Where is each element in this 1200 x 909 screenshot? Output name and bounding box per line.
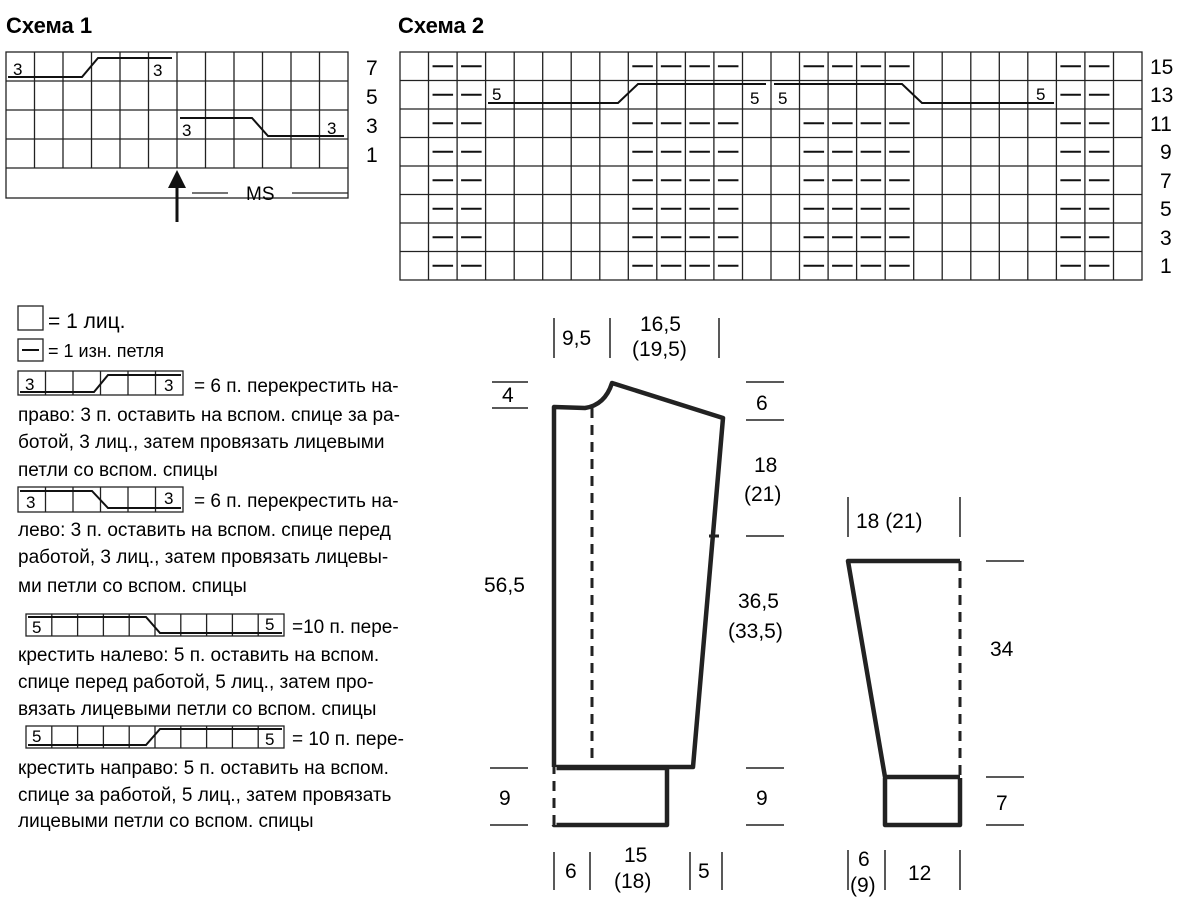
body-dim-top-right-1: 16,5	[640, 313, 681, 336]
legend-cross5-right-num-b: 5	[265, 730, 275, 749]
schema1-title: Схема 1	[6, 13, 93, 38]
schema2-row-3: 3	[1160, 227, 1172, 250]
body-dim-left-4: 4	[502, 384, 514, 407]
schema2-cable-left	[488, 84, 766, 103]
ms-label: MS	[246, 184, 275, 205]
legend-cross3-left-line-3: работой, 3 лиц., затем провязать лицевы-	[18, 547, 389, 568]
body-dim-bottom-15-2: (18)	[614, 870, 652, 893]
legend-knit-symbol	[18, 306, 43, 330]
body-dim-bottom-6: 6	[565, 860, 577, 883]
body-dim-right-18-1: 18	[754, 454, 778, 477]
legend-cross3-left-num-b: 3	[164, 489, 174, 508]
legend-cross5-right-line-3: спице за работой, 5 лиц., затем провязать	[18, 785, 392, 806]
body-dim-right-9: 9	[756, 787, 768, 810]
body-dim-bottom-15-1: 15	[624, 844, 648, 867]
schema2-row-15: 15	[1150, 56, 1174, 79]
legend-cross3-right-num-a: 3	[25, 375, 35, 394]
legend-cross3-left-symbol	[18, 487, 183, 512]
legend-purl-text: = 1 изн. петля	[48, 341, 165, 361]
schema1-cable-num-2: 3	[153, 61, 163, 80]
schema1-cable-num-4: 3	[327, 119, 337, 138]
schema1-row-5: 5	[366, 86, 378, 109]
legend-cross5-left-line-1: =10 п. пере-	[292, 617, 399, 638]
schema2-cable-num-4: 5	[1036, 85, 1046, 104]
schema2-cable-num-3: 5	[778, 89, 788, 108]
schema2-row-5: 5	[1160, 198, 1172, 221]
body-dim-top-left: 9,5	[562, 327, 592, 350]
schema1-row-7: 7	[366, 57, 378, 80]
schema1-cable-right	[8, 58, 172, 77]
sleeve-dim-top: 18 (21)	[856, 510, 923, 533]
body-dim-right-18-2: (21)	[744, 483, 782, 506]
body-dim-left-9: 9	[499, 787, 511, 810]
schema2-cable-num-1: 5	[492, 85, 502, 104]
legend-cross3-left-line-4: ми петли со вспом. спицы	[18, 576, 247, 597]
sleeve-dim-bottom-6-1: 6	[858, 848, 870, 871]
body-dim-bottom-5: 5	[698, 860, 710, 883]
sleeve-pattern-outline	[848, 561, 960, 825]
sleeve-dim-bottom-12: 12	[908, 862, 932, 885]
body-dim-right-36-1: 36,5	[738, 590, 779, 613]
legend-cross3-right-line-3: ботой, 3 лиц., затем провязать лицевыми	[18, 432, 385, 453]
legend-cross5-left-line-4: вязать лицевыми петли со вспом. спицы	[18, 699, 377, 720]
legend-cross5-left-symbol	[26, 614, 284, 636]
body-dim-left-56: 56,5	[484, 574, 525, 597]
schema2-row-9: 9	[1160, 141, 1172, 164]
legend-cross5-right-line-2: крестить направо: 5 п. оставить на вспом.	[18, 758, 389, 779]
sleeve-dimension-lines	[848, 497, 1024, 890]
schema1-row-1: 1	[366, 144, 378, 167]
legend-cross5-right-line-1: = 10 п. пере-	[292, 729, 404, 750]
legend-cross3-right-symbol	[18, 371, 183, 395]
body-pattern-outline	[554, 383, 723, 825]
schema2-row-7: 7	[1160, 170, 1172, 193]
sleeve-dim-right-7: 7	[996, 792, 1008, 815]
legend-cross5-right-line-4: лицевыми петли со вспом. спицы	[18, 811, 314, 832]
legend-cross5-right-symbol	[26, 726, 284, 748]
sleeve-dim-bottom-6-2: (9)	[850, 874, 876, 897]
schema2-row-13: 13	[1150, 84, 1174, 107]
schema2-chart	[400, 52, 1142, 280]
legend-cross3-left-line-1: = 6 п. перекрестить на-	[194, 491, 399, 512]
legend-cross3-right-line-2: право: 3 п. оставить на вспом. спице за ра-	[18, 405, 400, 426]
schema2-title: Схема 2	[398, 13, 485, 38]
legend-cross5-right-num-a: 5	[32, 727, 42, 746]
legend-cross5-left-num-b: 5	[265, 615, 275, 634]
legend-cross5-left-line-2: крестить налево: 5 п. оставить на вспом.	[18, 645, 380, 666]
legend-purl-symbol	[18, 339, 43, 361]
schema1-arrow	[168, 170, 186, 222]
legend-cross3-left-line-2: лево: 3 п. оставить на вспом. спице перед	[18, 520, 391, 541]
schema1-row-3: 3	[366, 115, 378, 138]
schema2-cable-num-2: 5	[750, 89, 760, 108]
schema2-row-11: 11	[1150, 113, 1172, 136]
body-dim-right-36-2: (33,5)	[728, 620, 783, 643]
body-dim-top-right-2: (19,5)	[632, 338, 687, 361]
legend-knit-text: = 1 лиц.	[48, 310, 126, 333]
sleeve-dim-right-34: 34	[990, 638, 1014, 661]
body-dim-right-6: 6	[756, 392, 768, 415]
schema1-cable-num-3: 3	[182, 121, 192, 140]
legend-cross5-left-line-3: спице перед работой, 5 лиц., затем про-	[18, 672, 374, 693]
legend-cross3-right-num-b: 3	[164, 376, 174, 395]
legend-cross3-right-line-4: петли со вспом. спицы	[18, 460, 218, 481]
legend-cross3-left-num-a: 3	[26, 493, 36, 512]
legend-cross5-left-num-a: 5	[32, 618, 42, 637]
schema1-cable-num-1: 3	[13, 60, 23, 79]
legend-cross3-right-line-1: = 6 п. перекрестить на-	[194, 376, 399, 397]
schema2-row-1: 1	[1160, 255, 1172, 278]
